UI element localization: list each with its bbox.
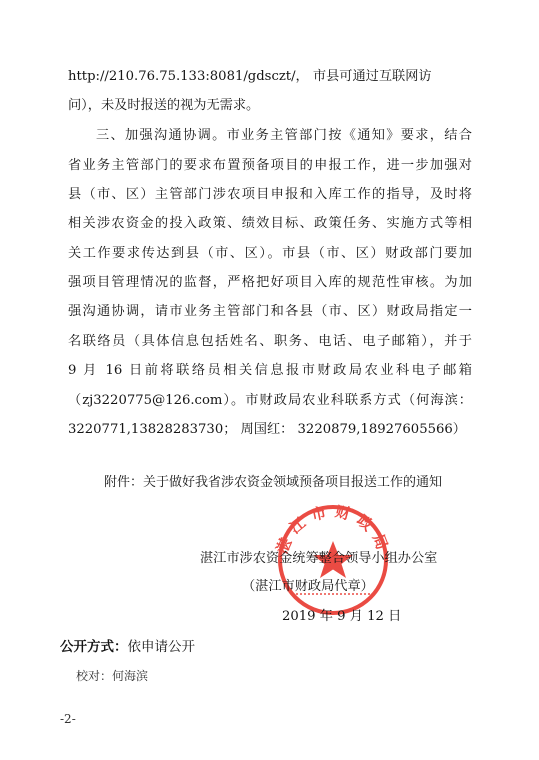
body-line-6: 相关涉农资金的投入政策、绩效目标、政策任务、实施方式等相 — [68, 216, 472, 231]
body-line-3: 三、加强沟通协调。市业务主管部门按《通知》要求，结合 — [96, 128, 472, 143]
body-line-13: 3220771,13828283730； 周国红： 3220879,18927605566） — [68, 422, 466, 437]
body-line-1: http://210.76.75.133:8081/gdsczt/， 市县可通过互联网访 — [68, 69, 432, 84]
proofreader-line: 校对：何海滨 — [76, 669, 149, 683]
body-line-9: 强沟通协调，请市业务主管部门和各县（市、区）财政局指定一 — [68, 304, 472, 319]
disclosure-label: 公开方式： — [60, 639, 128, 655]
body-line-11: 9 月 16 日前将联络员相关信息报市财政局农业科电子邮箱 — [68, 363, 472, 378]
body-line-5: 县（市、区）主管部门涉农项目申报和入库工作的指导，及时将 — [68, 187, 472, 202]
body-line-8: 强项目管理情况的监督，严格把好项目入库的规范性审核。为加 — [68, 275, 472, 290]
signature-date: 2019 年 9 月 12 日 — [282, 609, 402, 624]
body-line-12: （zj3220775@126.com）。市财政局农业科联系方式（何海滨： — [68, 393, 472, 408]
body-line-7: 关工作要求传达到县（市、区）。市县（市、区）财政部门要加 — [68, 246, 472, 261]
signature-org: 湛江市涉农资金统筹整合领导小组办公室 — [200, 551, 438, 566]
body-line-4: 省业务主管部门的要求布置预备项目的申报工作，进一步加强对 — [68, 158, 472, 173]
body-line-10: 名联络员（具体信息包括姓名、职务、电话、电子邮箱），并于 — [68, 334, 472, 349]
disclosure-method — [60, 635, 195, 655]
page-number: -2- — [60, 712, 76, 726]
disclosure-value: 依申请公开 — [127, 639, 195, 655]
seal-text: 湛江市财政局 — [272, 502, 394, 559]
signature-seal-note: （湛江市财政局代章） — [242, 579, 374, 594]
attachment-line: 附件：关于做好我省涉农资金领域预备项目报送工作的通知 — [104, 475, 443, 490]
body-line-2: 问），未及时报送的视为无需求。 — [68, 98, 260, 113]
